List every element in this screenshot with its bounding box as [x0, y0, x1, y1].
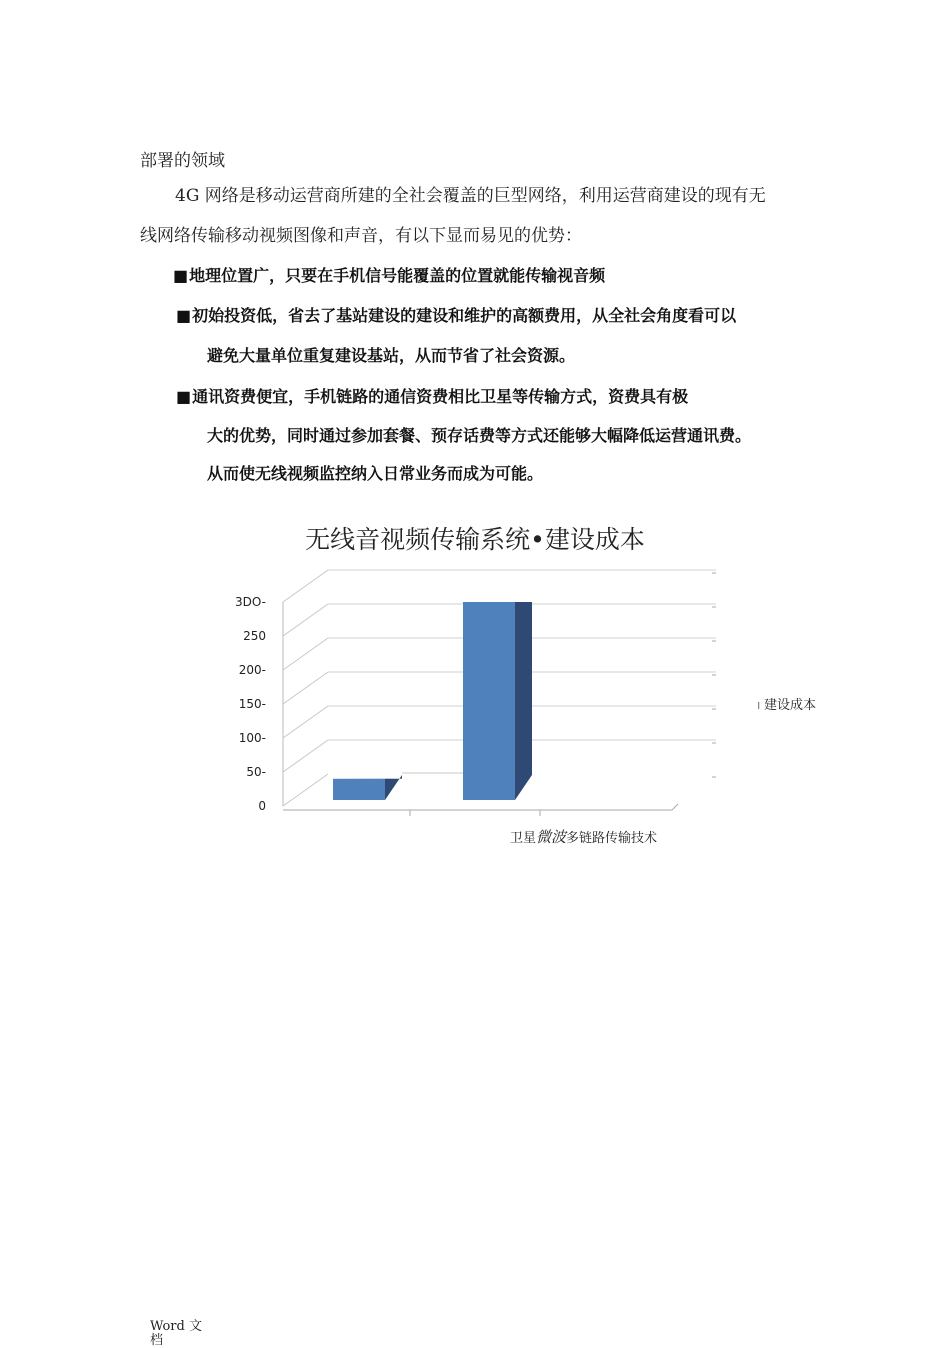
bullet-text: 地理位置广，只要在手机信号能覆盖的位置就能传输视音频	[189, 266, 605, 285]
bullet-square-icon: ■	[176, 306, 191, 325]
legend-label: 建设成本	[764, 697, 816, 713]
wall-diagonal	[283, 570, 328, 602]
top-fragment: 部署的领域	[140, 150, 225, 172]
chart-title: 无线音视频传输系统•建设成本	[0, 520, 950, 556]
y-tick-label: 250	[243, 629, 266, 643]
y-tick-label: 150-	[239, 697, 266, 711]
bullet-text: 通讯资费便宜，手机链路的通信资费相比卫星等传输方式，资费具有极	[192, 387, 688, 406]
bullet-square-icon: ■	[176, 387, 191, 406]
bullet-continuation: 避免大量单位重复建设基站，从而节省了社会资源。	[207, 345, 575, 367]
wall-diagonal	[283, 672, 328, 704]
y-tick-label: 100-	[239, 731, 266, 745]
footer-line: 档	[150, 1334, 202, 1348]
wall-diagonal	[283, 638, 328, 670]
footer-line: Word 文	[150, 1320, 202, 1334]
wall-diagonal	[283, 774, 328, 806]
y-tick-label: 50-	[246, 765, 266, 779]
x-category-label: 卫星微波多链路传输技术	[510, 828, 657, 846]
x-axis-corner	[672, 804, 678, 810]
paragraph-line: 线网络传输移动视频图像和声音，有以下显而易见的优势：	[140, 225, 582, 247]
bar	[463, 602, 515, 800]
bullet-continuation: 大的优势，同时通过参加套餐、预存话费等方式还能够大幅降低运营通讯费。	[207, 425, 751, 447]
wall-diagonal	[283, 706, 328, 738]
y-tick-label: 3DO-	[235, 595, 266, 609]
paragraph-line: 4G 网络是移动运营商所建的全社会覆盖的巨型网络，利用运营商建设的现有无	[175, 185, 766, 207]
wall-diagonal	[283, 604, 328, 636]
bullet-text: 初始投资低，省去了基站建设的建设和维护的高额费用，从全社会角度看可以	[192, 306, 736, 325]
y-tick-label: 0	[258, 799, 266, 813]
bar-side	[385, 775, 402, 800]
bar	[333, 779, 385, 800]
wall-diagonal	[283, 740, 328, 772]
legend-marker: ı	[757, 698, 760, 712]
bullet-square-icon: ■	[173, 266, 188, 285]
bar-side	[515, 602, 532, 800]
y-tick-label: 200-	[239, 663, 266, 677]
bullet-continuation: 从而使无线视频监控纳入日常业务而成为可能。	[207, 463, 543, 485]
